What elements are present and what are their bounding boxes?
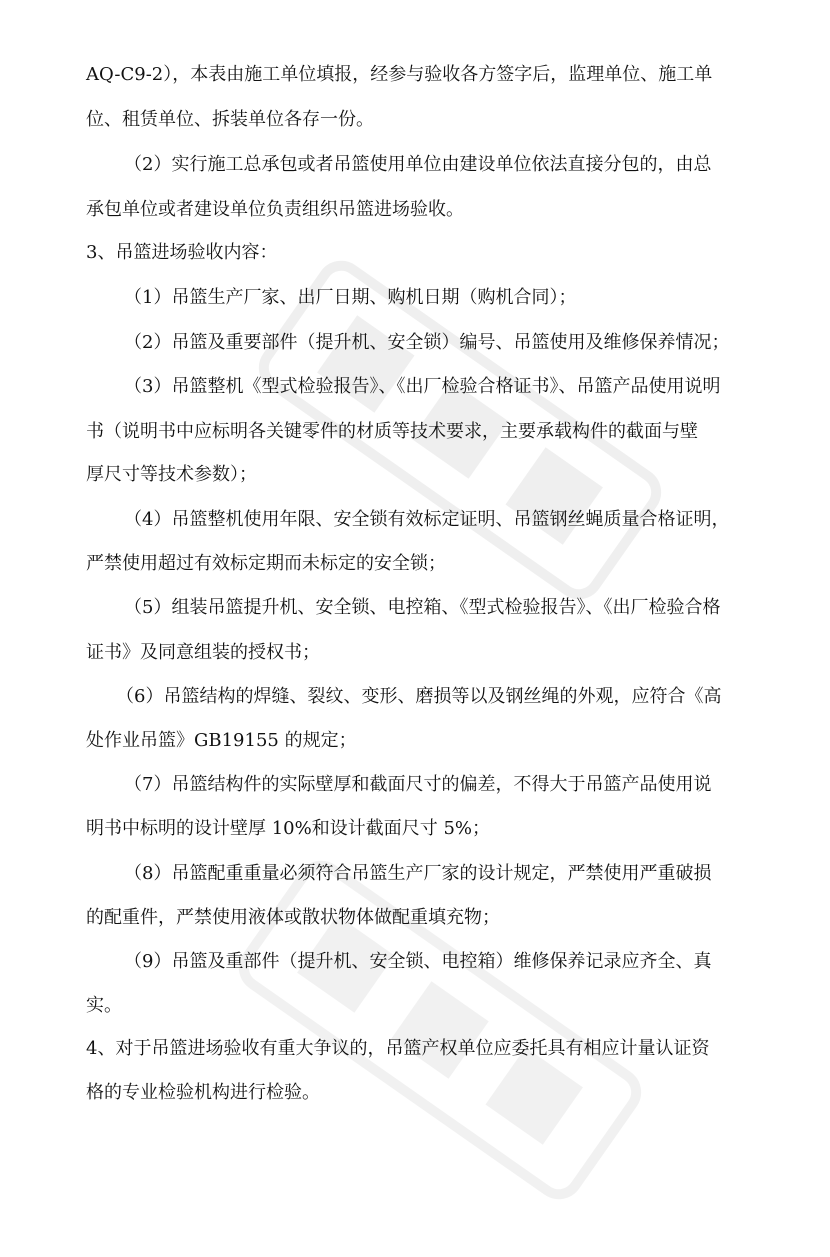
text-line: （2）吊篮及重要部件（提升机、安全锁）编号、吊篮使用及维修保养情况； [124, 332, 730, 353]
text-line: 3、吊篮进场验收内容： [86, 242, 278, 263]
text-line: （2）实行施工总承包或者吊篮使用单位由建设单位依法直接分包的，由总 [124, 154, 712, 175]
text-line: 格的专业检验机构进行检验。 [86, 1082, 320, 1103]
text-line: 的配重件，严禁使用液体或散状物体做配重填充物； [86, 907, 500, 928]
text-line: 位、租赁单位、拆装单位各存一份。 [86, 109, 374, 130]
text-line: （8）吊篮配重重量必须符合吊篮生产厂家的设计规定，严禁使用严重破损 [124, 863, 712, 884]
text-line: 严禁使用超过有效标定期而未标定的安全锁； [86, 553, 446, 574]
text-line: （1）吊篮生产厂家、出厂日期、购机日期（购机合同）； [124, 287, 577, 308]
text-line: （4）吊篮整机使用年限、安全锁有效标定证明、吊篮钢丝蝇质量合格证明， [124, 509, 730, 530]
text-line: （5）组装吊篮提升机、安全锁、电控箱、《型式检验报告》、《出厂检验合格 [124, 597, 721, 618]
text-line: AQ-C9-2），本表由施工单位填报，经参与验收各方签字后，监理单位、施工单 [86, 64, 713, 85]
text-line: （6）吊篮结构的焊缝、裂纹、变形、磨损等以及钢丝绳的外观，应符合《高 [116, 686, 722, 707]
text-line: 厚尺寸等技术参数）； [86, 464, 257, 485]
text-line: 承包单位或者建设单位负责组织吊篮进场验收。 [86, 199, 464, 220]
text-line: 证书》及同意组装的授权书； [86, 642, 320, 663]
text-line: 明书中标明的设计壁厚 10%和设计截面尺寸 5%； [86, 818, 491, 839]
text-line: （3）吊篮整机《型式检验报告》、《出厂检验合格证书》、吊篮产品使用说明 [124, 376, 721, 397]
text-line: 实。 [86, 995, 122, 1016]
text-line: 书（说明书中应标明各关键零件的材质等技术要求，主要承载构件的截面与壁 [86, 421, 698, 442]
text-line: （7）吊篮结构件的实际壁厚和截面尺寸的偏差，不得大于吊篮产品使用说 [124, 774, 712, 795]
text-line: 处作业吊篮》GB19155 的规定； [86, 730, 357, 751]
text-line: 4、对于吊篮进场验收有重大争议的，吊篮产权单位应委托具有相应计量认证资 [86, 1038, 710, 1059]
text-line: （9）吊篮及重部件（提升机、安全锁、电控箱）维修保养记录应齐全、真 [124, 951, 712, 972]
